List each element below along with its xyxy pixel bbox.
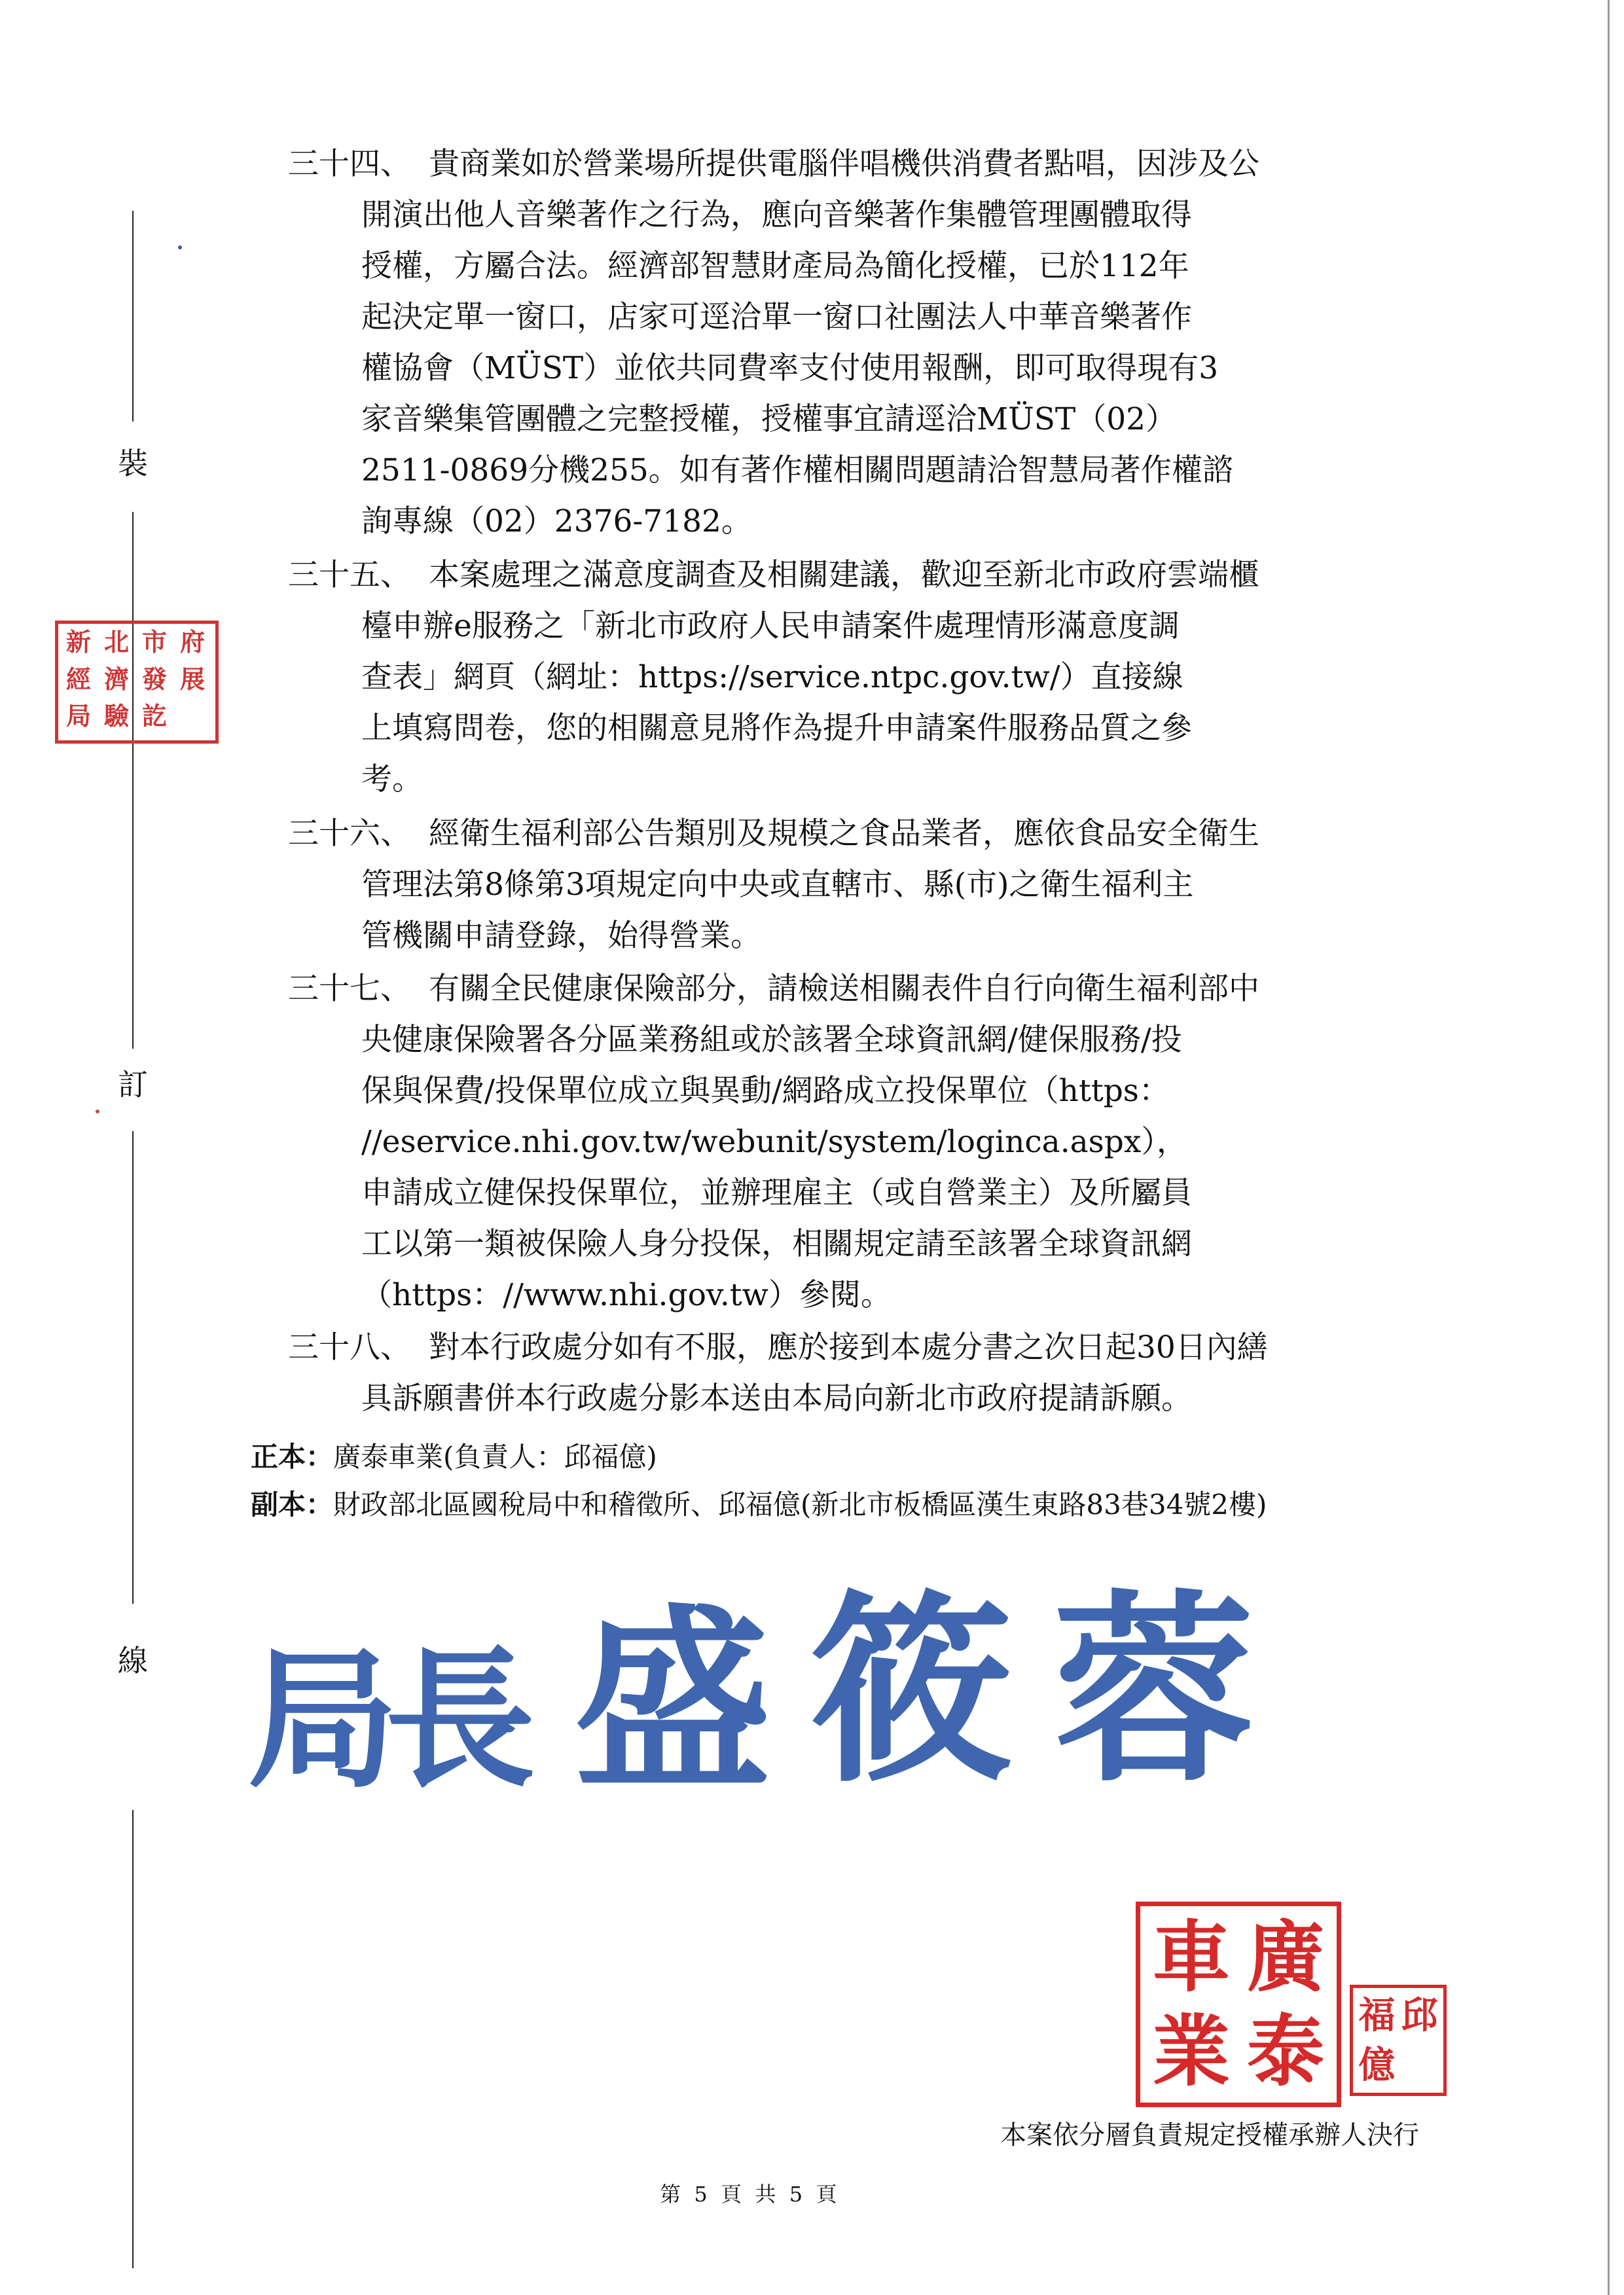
signature-char: 長	[385, 1632, 536, 1809]
original-value: 廣泰車業(負責人：邱福億)	[333, 1441, 657, 1473]
item-37	[288, 964, 1447, 1330]
item-line: 上填寫問卷，您的相關意見將作為提升申請案件服務品質之參	[361, 710, 1192, 746]
signature-char: 蓉	[1053, 1572, 1255, 1810]
signature-char: 盛	[575, 1585, 771, 1816]
item-line: 管理法第8條第3項規定向中央或直轄市、縣(市)之衛生福利主	[361, 867, 1194, 903]
item-line: 權協會（MÜST）並依共同費率支付使用報酬，即可取得現有3	[361, 350, 1219, 386]
item-line: 2511-0869分機255。如有著作權相關問題請洽智慧局著作權諮	[361, 452, 1233, 488]
item-number: 三十八、	[288, 1329, 411, 1365]
item-line: 授權，方屬合法。經濟部智慧財產局為簡化授權，已於112年	[361, 248, 1189, 284]
item-number: 三十六、	[288, 816, 411, 852]
item-line: //eservice.nhi.gov.tw/webunit/system/loginca.aspx），	[361, 1124, 1187, 1160]
page-edge-line	[1608, 0, 1610, 2295]
scan-speck	[178, 245, 182, 249]
binding-label-xian: 線	[118, 1643, 148, 1678]
page-number: 第 5 頁 共 5 頁	[660, 2182, 837, 2207]
item-line: 開演出他人音樂著作之行為，應向音樂著作集體管理團體取得	[361, 197, 1192, 233]
item-34	[288, 139, 1447, 558]
item-number: 三十五、	[288, 557, 411, 593]
item-line: 家音樂集管團體之完整授權，授權事宜請逕洽MÜST（02）	[361, 401, 1177, 437]
delegation-note: 本案依分層負責規定授權承辦人決行	[1000, 2120, 1419, 2150]
item-line: 申請成立健保投保單位，並辦理雇主（或自營業主）及所屬員	[361, 1175, 1192, 1211]
original-label: 正本：	[251, 1441, 334, 1473]
item-number: 三十七、	[288, 971, 411, 1007]
item-line: 對本行政處分如有不服，應於接到本處分書之次日起30日內繕	[429, 1329, 1268, 1365]
signature-char: 筱	[810, 1572, 1013, 1810]
item-38	[288, 1322, 1447, 1427]
item-line: 具訴願書併本行政處分影本送由本局向新北市政府提請訴願。	[361, 1381, 1192, 1417]
personal-seal: 福 邱 億	[1350, 1985, 1447, 2096]
item-line: 詢專線（02）2376-7182。	[361, 503, 752, 539]
binding-line	[132, 512, 134, 1049]
item-line: 查表」網頁（網址：https://service.ntpc.gov.tw/）直接線	[361, 659, 1183, 695]
copy-recipient	[251, 1485, 1267, 1525]
item-line: （https：//www.nhi.gov.tw）參閱。	[361, 1277, 892, 1313]
copy-value: 財政部北區國稅局中和稽徵所、邱福億(新北市板橋區漢生東路83巷34號2樓)	[333, 1489, 1267, 1521]
binding-line	[132, 1810, 134, 2268]
scan-speck	[96, 1110, 99, 1113]
binding-label-zhuang: 裝	[118, 446, 148, 481]
item-line: 經衛生福利部公告類別及規模之食品業者，應依食品安全衛生	[429, 816, 1259, 852]
item-line: 管機關申請登錄，始得營業。	[361, 918, 761, 954]
item-line: 檯申辦e服務之「新北市政府人民申請案件處理情形滿意度調	[361, 608, 1180, 644]
item-line: 有關全民健康保險部分，請檢送相關表件自行向衛生福利部中	[429, 971, 1259, 1007]
item-line: 工以第一類被保險人身分投保，相關規定請至該署全球資訊網	[361, 1226, 1192, 1262]
item-line: 貴商業如於營業場所提供電腦伴唱機供消費者點唱，因涉及公	[429, 146, 1259, 182]
item-line: 起決定單一窗口，店家可逕洽單一窗口社團法人中華音樂著作	[361, 299, 1192, 335]
original-recipient	[251, 1437, 657, 1477]
item-line: 央健康保險署各分區業務組或於該署全球資訊網/健保服務/投	[361, 1022, 1182, 1058]
item-number: 三十四、	[288, 146, 411, 182]
company-seal: 車 廣 業 泰	[1136, 1902, 1341, 2107]
binding-line	[132, 211, 134, 422]
item-36	[288, 808, 1447, 966]
director-signature-stamp	[247, 1550, 1282, 1825]
item-line: 考。	[361, 761, 423, 797]
margin-seal: 新 北 市 府 經 濟 發 展 局 驗 訖	[55, 621, 219, 744]
binding-line	[132, 1131, 134, 1604]
binding-label-ding: 訂	[118, 1067, 148, 1102]
copy-label: 副本：	[251, 1489, 334, 1521]
item-line: 本案處理之滿意度調查及相關建議，歡迎至新北市政府雲端櫃	[429, 557, 1259, 593]
item-35	[288, 550, 1447, 812]
item-line: 保與保費/投保單位成立與異動/網路成立投保單位（https：	[361, 1073, 1170, 1109]
signature-char: 局	[247, 1632, 399, 1809]
